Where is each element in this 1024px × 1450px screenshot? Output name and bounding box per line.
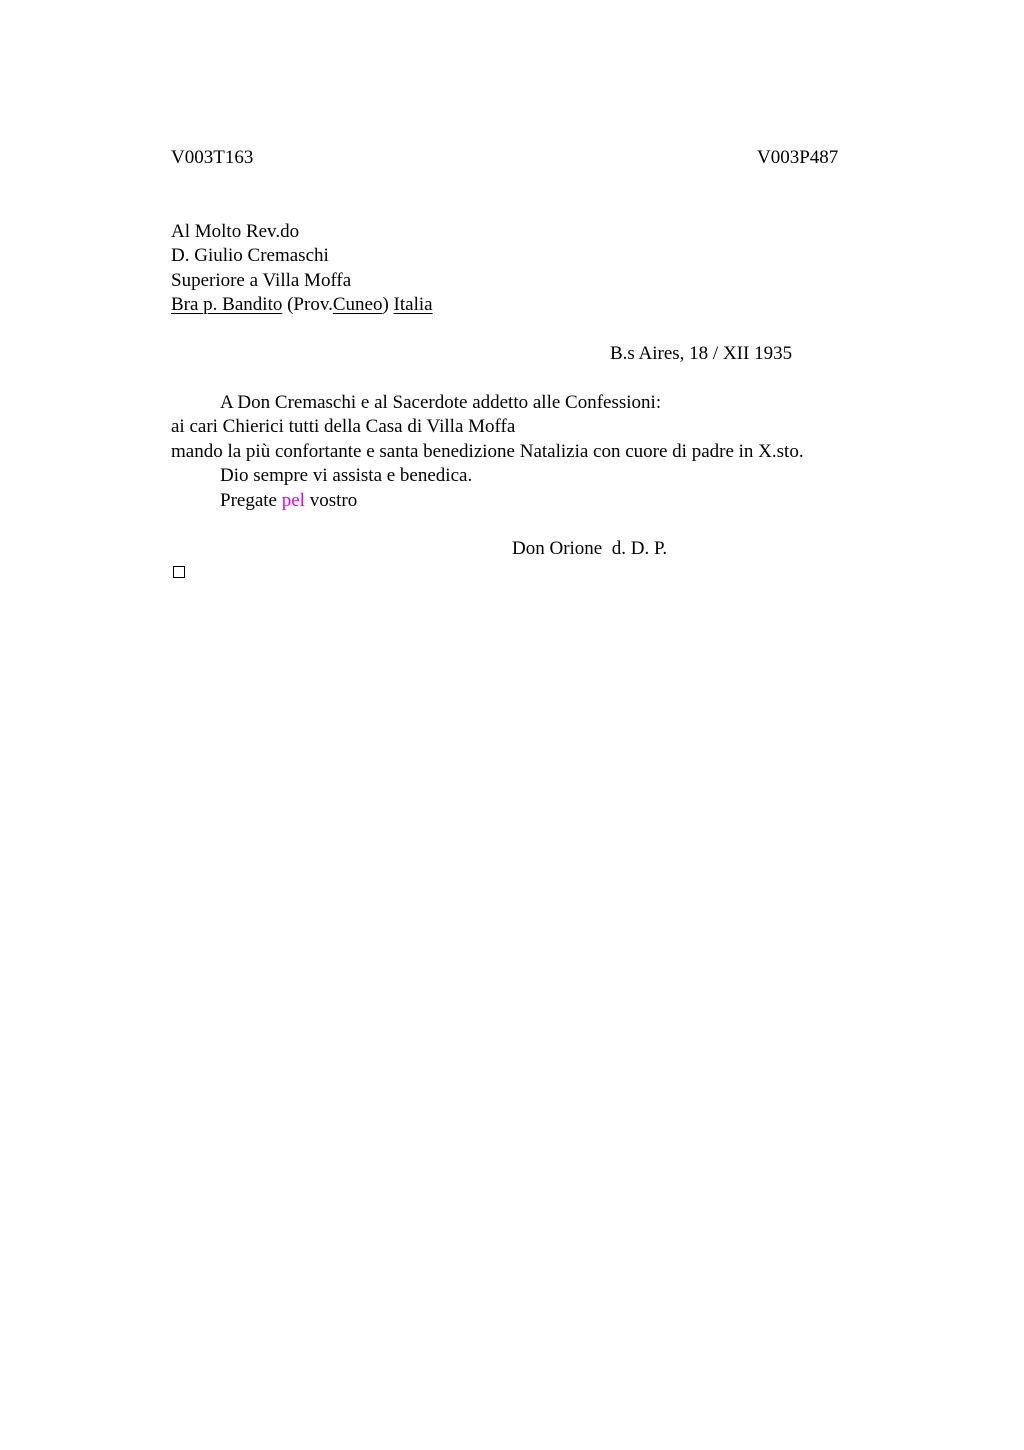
address-province-suffix: ) bbox=[382, 294, 394, 315]
address-line-3: Superiore a Villa Moffa bbox=[171, 270, 352, 291]
signature: Don Orione d. D. P. bbox=[512, 538, 668, 559]
header-right-code: V003P487 bbox=[757, 147, 839, 168]
body-line-4: Dio sempre vi assista e benedica. bbox=[220, 465, 473, 486]
letter-date: B.s Aires, 18 / XII 1935 bbox=[610, 343, 793, 364]
body-highlight-word: pel bbox=[281, 490, 305, 511]
header-left-code: V003T163 bbox=[171, 147, 254, 168]
body-line-5-after: vostro bbox=[304, 490, 358, 511]
end-box-icon bbox=[173, 566, 185, 578]
address-line-4 bbox=[171, 294, 433, 316]
body-line-5 bbox=[220, 490, 357, 512]
address-line-2: D. Giulio Cremaschi bbox=[171, 245, 329, 266]
address-country: Italia bbox=[393, 294, 433, 315]
body-line-3: mando la più confortante e santa benedizione Natalizia con cuore di padre in X.sto. bbox=[171, 441, 804, 462]
body-line-5-before: Pregate bbox=[220, 490, 282, 511]
body-line-1: A Don Cremaschi e al Sacerdote addetto alle Confessioni: bbox=[220, 392, 662, 413]
body-line-2: ai cari Chierici tutti della Casa di Villa Moffa bbox=[171, 416, 516, 437]
address-province-prefix: (Prov. bbox=[282, 294, 333, 315]
address-province: Cuneo bbox=[332, 294, 383, 315]
address-city: Bra p. Bandito bbox=[171, 294, 283, 315]
address-line-1: Al Molto Rev.do bbox=[171, 221, 300, 242]
